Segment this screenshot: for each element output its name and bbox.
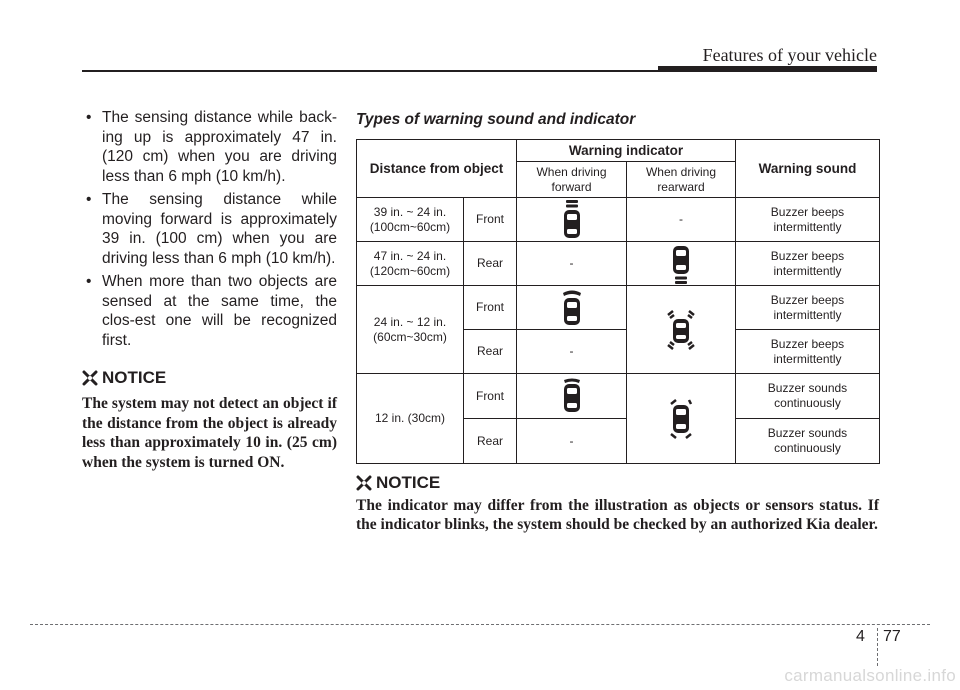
footer-vertical-divider bbox=[877, 628, 878, 666]
right-column bbox=[356, 111, 879, 464]
watermark: carmanualsonline.info bbox=[784, 666, 956, 685]
chapter-number: 4 bbox=[856, 628, 865, 645]
warning-table bbox=[356, 139, 880, 464]
distance-cell: 12 in. (30cm) bbox=[357, 374, 464, 464]
forward-indicator-cell bbox=[517, 374, 627, 419]
sound-cell: Buzzer beeps intermittently bbox=[736, 330, 880, 374]
notice-text: The indicator may differ from the illustration as objects or sensors status. If the indicator blinks, the system should be checked by an authorized Kia dealer. bbox=[356, 497, 879, 533]
notice-heading: NOTICE bbox=[356, 473, 879, 493]
table-row bbox=[357, 242, 880, 286]
car-front-near-icon bbox=[560, 289, 584, 327]
notice-heading: NOTICE bbox=[82, 368, 337, 388]
col-indicator-header: Warning indicator bbox=[517, 140, 736, 162]
position-cell: Front bbox=[464, 198, 517, 242]
sound-cell: Buzzer beeps intermittently bbox=[736, 198, 880, 242]
sound-cell: Buzzer beeps intermittently bbox=[736, 242, 880, 286]
position-cell: Front bbox=[464, 286, 517, 330]
sound-cell: Buzzer beeps intermittently bbox=[736, 286, 880, 330]
notice-bottom bbox=[356, 473, 879, 534]
sub-forward-header: When driving forward bbox=[517, 162, 627, 198]
bullet-item: • When more than two objects are sensed at the same time, the clos-est one will be recognized first. bbox=[86, 273, 337, 349]
rearward-indicator-cell: - bbox=[627, 198, 736, 242]
car-corners-warning-icon bbox=[666, 309, 696, 351]
table-row bbox=[357, 374, 880, 419]
left-column bbox=[82, 108, 337, 472]
position-cell: Rear bbox=[464, 330, 517, 374]
rearward-indicator-cell bbox=[627, 242, 736, 286]
forward-indicator-cell bbox=[517, 286, 627, 330]
sub-rearward-header: When driving rearward bbox=[627, 162, 736, 198]
forward-indicator-cell: - bbox=[517, 419, 627, 464]
sound-cell: Buzzer sounds continuously bbox=[736, 419, 880, 464]
table-row bbox=[357, 286, 880, 330]
distance-cell: 47 in. ~ 24 in. (120cm~60cm) bbox=[357, 242, 464, 286]
forward-indicator-cell: - bbox=[517, 242, 627, 286]
rearward-indicator-cell bbox=[627, 286, 736, 374]
forward-indicator-cell: - bbox=[517, 330, 627, 374]
position-cell: Rear bbox=[464, 419, 517, 464]
rearward-indicator-cell bbox=[627, 374, 736, 464]
car-rear-warning-icon bbox=[670, 244, 692, 284]
bullet-list bbox=[82, 108, 337, 350]
header-title: Features of your vehicle bbox=[702, 45, 877, 65]
section-title: Types of warning sound and indicator bbox=[356, 111, 636, 128]
notice-text: The system may not detect an object if the distance from the object is already less than approximately 10 in. (25 cm) when the system is turned ON. bbox=[82, 395, 337, 471]
col-distance-header: Distance from object bbox=[357, 140, 517, 198]
car-all-sides-icon bbox=[668, 399, 694, 439]
sound-cell: Buzzer sounds continuously bbox=[736, 374, 880, 419]
car-front-stop-icon bbox=[560, 378, 584, 414]
notice-cross-icon bbox=[356, 475, 372, 491]
bullet-item: • The sensing distance while moving forward is approximately 39 in. (100 cm) when you are driving less than 6 mph (10 km/h). bbox=[86, 191, 337, 267]
table-row bbox=[357, 198, 880, 242]
distance-cell: 24 in. ~ 12 in. (60cm~30cm) bbox=[357, 286, 464, 374]
footer-divider bbox=[30, 624, 930, 625]
header-bar bbox=[658, 66, 877, 71]
page-number: 77 bbox=[883, 628, 901, 645]
position-cell: Rear bbox=[464, 242, 517, 286]
car-front-warning-icon bbox=[561, 200, 583, 240]
position-cell: Front bbox=[464, 374, 517, 419]
notice-cross-icon bbox=[82, 370, 98, 386]
distance-cell: 39 in. ~ 24 in. (100cm~60cm) bbox=[357, 198, 464, 242]
col-sound-header: Warning sound bbox=[736, 140, 880, 198]
forward-indicator-cell bbox=[517, 198, 627, 242]
bullet-item: • The sensing distance while back-ing up is approximately 47 in. (120 cm) when you are driving less than 6 mph (10 km/h). bbox=[86, 109, 337, 185]
